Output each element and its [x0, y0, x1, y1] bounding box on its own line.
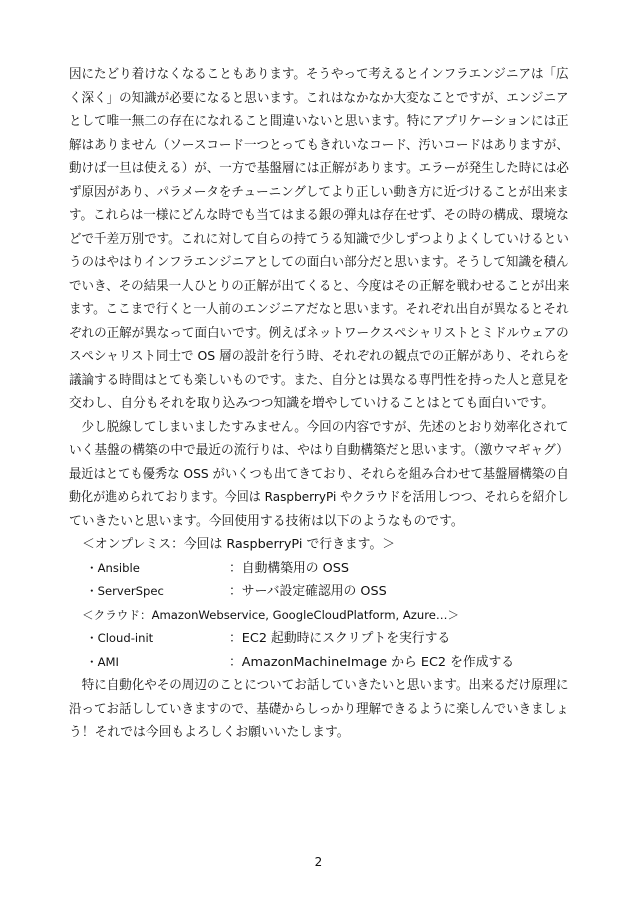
paragraph-line: うのはやはりインフラエンジニアとしての面白い部分だと思います。そうして知識を積ん — [69, 255, 569, 270]
paragraph-line: として唯一無二の存在になれること間違いないと思います。特にアプリケーションには正 — [69, 114, 569, 129]
paragraph-line: 解はありません（ソースコード一つとってもきれいなコード、汚いコードはありますが、 — [69, 137, 569, 153]
paragraph-line: く深く」の知識が必要になると思います。これはなかなか大変なことですが、エンジニア — [69, 90, 569, 106]
paragraph-line: スペシャリスト同士で OS 層の設計を行う時、それぞれの観点での正解があり、それらを — [69, 349, 570, 364]
paragraph-line: 交わし、自分もそれを取り込みつつ知識を増やしていけることはとても面白いです。 — [69, 396, 555, 411]
paragraph-line: ぞれの正解が異なって面白いです。例えばネットワークスペシャリストとミドルウェアの — [69, 325, 569, 341]
paragraph-line: 少し脱線してしまいましたすみません。今回の内容ですが、先述のとおり効率化されて — [81, 419, 569, 435]
paragraph-line: 議論する時間はとても楽しいものです。また、自分とは異なる専門性を持った人と意見を — [69, 372, 569, 388]
paragraph-line: 動けば一旦は使える）が、一方で基盤層には正解があります。エラーが発生した時には必 — [69, 161, 569, 176]
body-text — [69, 63, 569, 745]
paragraph-line: す。これらは一様にどんな時でも当てはまる銀の弾丸は存在せず、その時の構成、環境な — [69, 208, 569, 223]
list-item — [69, 557, 569, 581]
list-item-name: ・Ansible — [86, 560, 140, 575]
list-item-desc: ：AmazonMachineImage から EC2 を作成する — [229, 654, 515, 670]
list-item — [69, 580, 569, 604]
paragraph-line: いく基盤の構築の中で最近の流行りは、やはり自動構築だと思います。（激ウマギャグ） — [69, 443, 569, 458]
paragraph-line: ず原因があり、パラメータをチューニングしてより正しい動き方に近づけることが出来ま — [69, 184, 569, 200]
onprem-header: ＜オンプレミス：今回は RaspberryPi で行きます。＞ — [82, 537, 396, 552]
list-item-name: ・Cloud-init — [86, 631, 154, 645]
list-item-desc: ：自動構築用の OSS — [229, 560, 349, 576]
paragraph-line: どで千差万別です。これに対して自らの持てうる知識で少しずつよりよくしていけるとい — [69, 231, 569, 247]
list-item — [69, 651, 569, 675]
page-number: 2 — [314, 855, 323, 869]
list-item-desc: ：EC2 起動時にスクリプトを実行する — [229, 631, 451, 646]
paragraph-line: 沿ってお話ししていきますので、基礎からしっかり理解できるように楽しんでいきましょ — [69, 701, 569, 717]
paragraph-line: 最近はとても優秀な OSS がいくつも出てきており、それらを組み合わせて基盤層構築の自 — [69, 466, 569, 482]
cloud-header: ＜クラウド：AmazonWebservice, GoogleCloudPlatform, Azure…＞ — [82, 607, 460, 622]
list-item-name: ・AMI — [86, 654, 119, 669]
paragraph-line: 因にたどり着けなくなることもあります。そうやって考えるとインフラエンジニアは「広 — [69, 67, 569, 82]
paragraph-line: う！それでは今回もよろしくお願いいたします。 — [69, 725, 350, 740]
paragraph-line: でいき、その結果一人ひとりの正解が出てくると、今度はその正解を戦わせることが出来 — [69, 278, 570, 294]
list-item-desc: ：サーバ設定確認用の OSS — [229, 584, 387, 599]
list-item — [69, 627, 569, 651]
paragraph-line: 特に自動化やその周辺のことについてお話していきたいと思います。出来るだけ原理に — [81, 678, 569, 693]
paragraph-line: ていきたいと思います。今回使用する技術は以下のようなものです。 — [69, 513, 464, 529]
paragraph-line: 動化が進められております。今回は RaspberryPi やクラウドを活用しつつ、それらを紹介し — [69, 490, 569, 505]
paragraph-line: ます。ここまで行くと一人前のエンジニアだなと思います。それぞれ出自が異なるとそれ — [69, 302, 569, 317]
list-item-name: ・ServerSpec — [86, 584, 164, 598]
